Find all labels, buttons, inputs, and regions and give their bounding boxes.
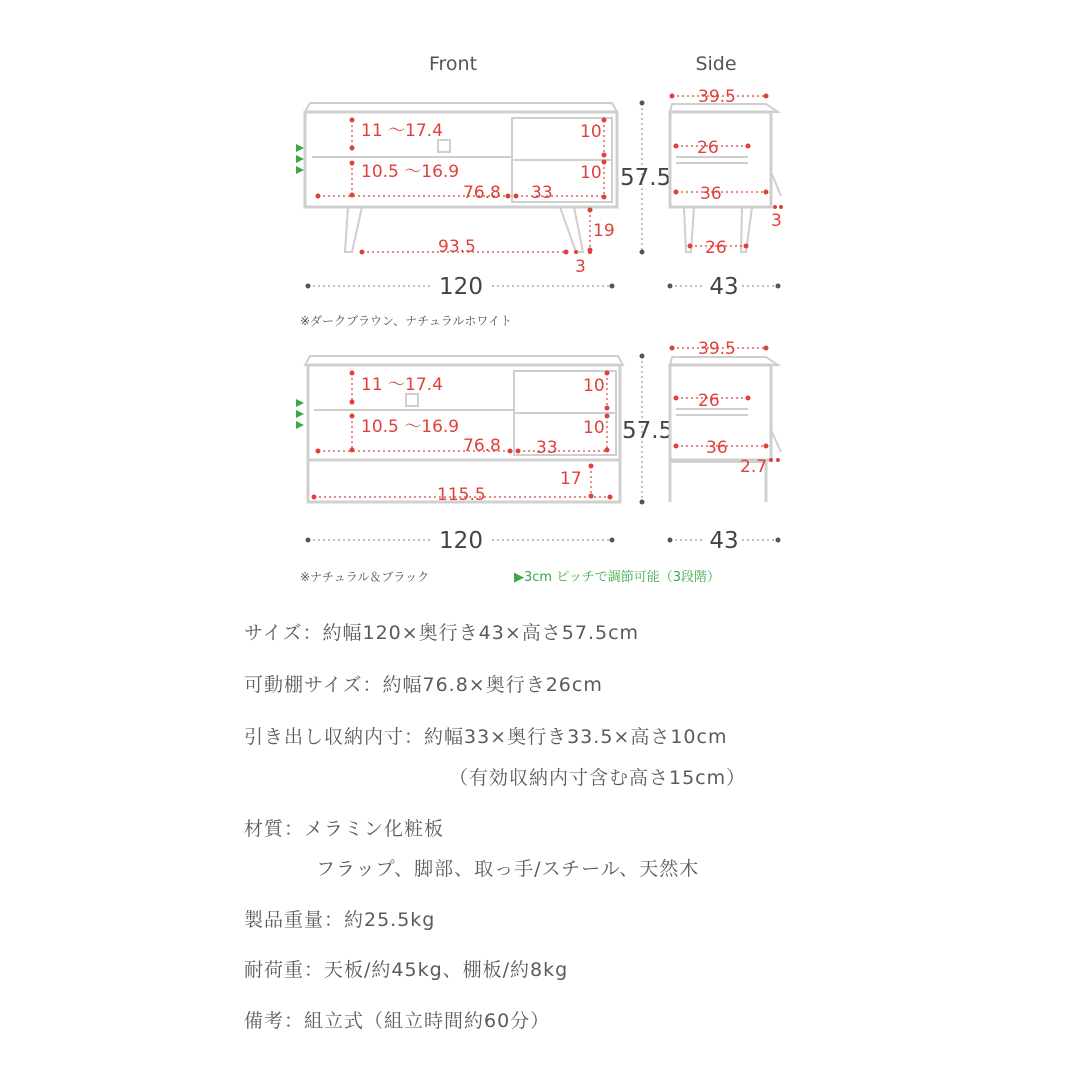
lower-shelf-range-label-2: 10.5 〜16.9 [361, 417, 460, 437]
side-view-2 [670, 357, 781, 502]
side-drawer-depth-label-2: 36 [706, 438, 728, 458]
spec-shelf-size: 可動棚サイズ：約幅76.8×奥行き26cm [244, 674, 603, 696]
caption-2: ※ナチュラル＆ブラック [300, 570, 430, 584]
shelf-width-label-2: 76.8 [463, 436, 501, 456]
front-header: Front [428, 53, 478, 75]
total-depth-label-2: 43 [709, 528, 739, 554]
drawer-top-height-label: 10 [580, 122, 602, 142]
spec-weight: 製品重量：約25.5kg [244, 909, 436, 931]
drawer-top-height-label-2: 10 [583, 376, 605, 396]
pitch-note: ▶3cm ピッチで調節可能（3段階） [514, 570, 720, 585]
spec-drawer-effective: （有効収納内寸含む高さ15cm） [449, 767, 747, 789]
side-header: Side [695, 53, 737, 75]
side-drawer-depth-label: 36 [700, 184, 722, 204]
pitch-markers-2 [296, 399, 304, 429]
base-height-label-2: 17 [560, 469, 582, 489]
drawer-bottom-height-label: 10 [580, 163, 602, 183]
leg-inset-label: 3 [575, 257, 586, 277]
total-width-label: 120 [439, 274, 483, 300]
drawer-width-label-2: 33 [536, 438, 558, 458]
total-height-label: 57.5 [620, 165, 672, 191]
side-top-depth-label: 39.5 [698, 87, 736, 107]
upper-shelf-range-label: 11 〜17.4 [361, 121, 443, 141]
spec-material-sub: フラップ、脚部、取っ手/スチール、天然木 [316, 858, 700, 880]
spec-drawer-size: 引き出し収納内寸：約幅33×奥行き33.5×高さ10cm [244, 726, 728, 748]
base-width-label-2: 115.5 [437, 485, 486, 505]
total-width-label-2: 120 [439, 528, 483, 554]
drawer-bottom-height-label-2: 10 [583, 418, 605, 438]
pitch-markers-1 [296, 144, 304, 174]
total-depth-label: 43 [709, 274, 739, 300]
spec-size: サイズ：約幅120×奥行き43×高さ57.5cm [244, 622, 640, 644]
side-flap-offset-label: 3 [771, 211, 782, 231]
spec-material: 材質：メラミン化粧板 [244, 818, 445, 840]
total-height-label-2: 57.5 [622, 418, 674, 444]
side-top-depth-label-2: 39.5 [698, 339, 736, 359]
spec-load: 耐荷重：天板/約45kg、棚板/約8kg [244, 959, 569, 981]
lower-shelf-range-label: 10.5 〜16.9 [361, 162, 460, 182]
side-view-1 [670, 104, 781, 252]
leg-height-label: 19 [593, 221, 615, 241]
shelf-width-label: 76.8 [463, 183, 501, 203]
upper-shelf-range-label-2: 11 〜17.4 [361, 375, 443, 395]
side-shelf-depth-label: 26 [697, 138, 719, 158]
spec-note: 備考：組立式（組立時間約60分） [244, 1010, 551, 1032]
drawer-width-label: 33 [531, 183, 553, 203]
side-leg-span-label: 26 [705, 238, 727, 258]
side-flap-offset-label-2: 2.7 [740, 457, 768, 477]
side-shelf-depth-label-2: 26 [698, 391, 720, 411]
caption-1: ※ダークブラウン、ナチュラルホワイト [300, 314, 513, 328]
leg-span-label: 93.5 [438, 237, 476, 257]
